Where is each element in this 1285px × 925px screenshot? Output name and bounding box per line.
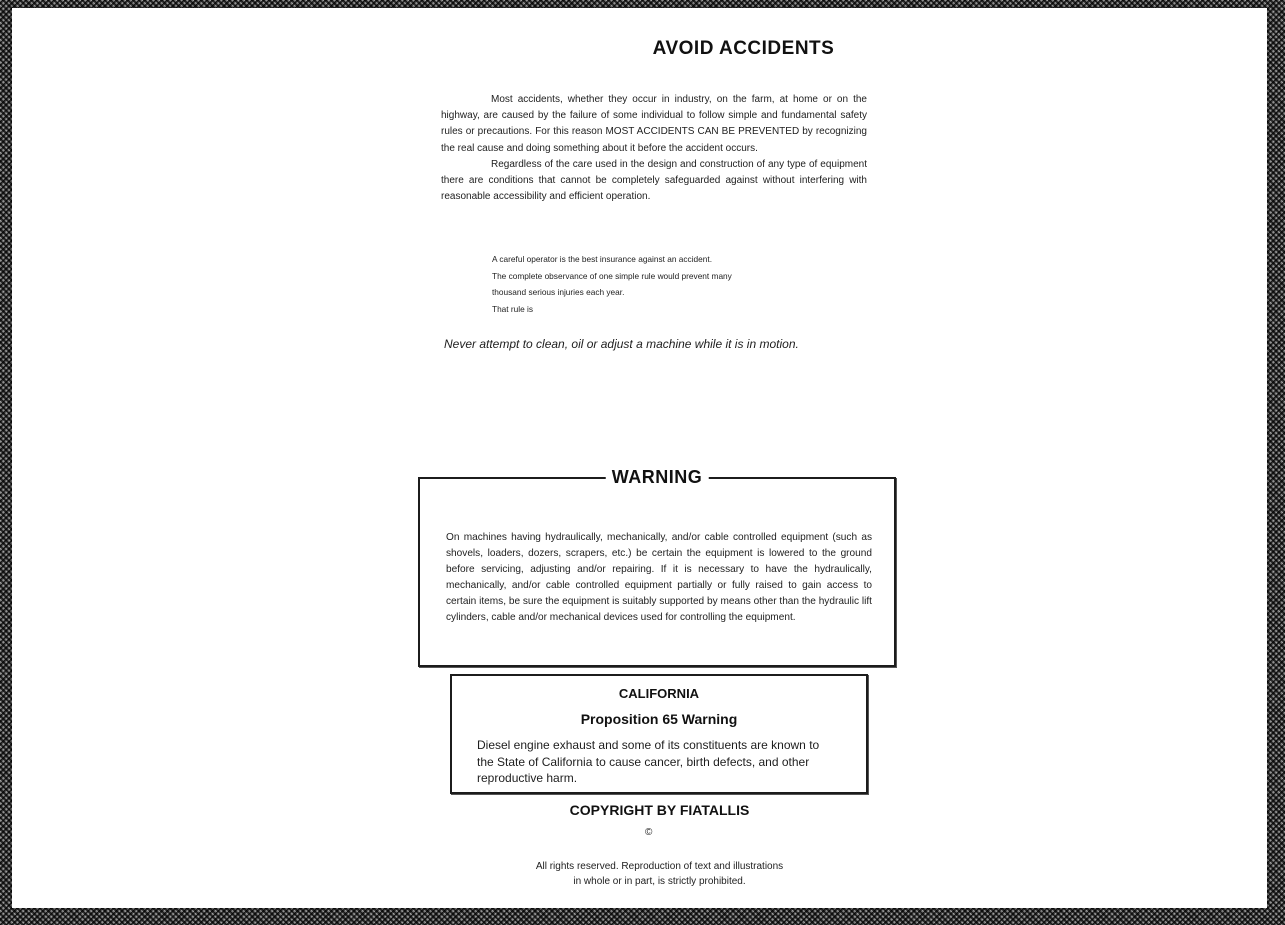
intro-paragraph-2: Regardless of the care used in the design and construction of any type of equipment there are conditions that cannot be completely safeguarded against without interfering with reasonable accessibility and efficient operation. (441, 158, 867, 203)
copyright-symbol: © (645, 827, 653, 838)
maxim-line: A careful operator is the best insurance against an accident. (492, 254, 713, 264)
warning-title: WARNING (606, 467, 709, 488)
copyright-title: COPYRIGHT BY FIATALLIS (569, 802, 750, 818)
maxim-line: The complete observance of one simple rule would prevent many (492, 270, 732, 281)
rights-line-2: in whole or in part, is strictly prohibited. (573, 876, 746, 887)
california-warning-text: Diesel engine exhaust and some of its constituents are known to the State of California to cause cancer, birth defects, and other reproductive harm. (477, 738, 820, 785)
maxim-line: That rule is (492, 303, 534, 314)
california-warning-box (450, 674, 868, 794)
intro-paragraph-1: Most accidents, whether they occur in industry, on the farm, at home or on the highway, are caused by the failure of some individual to follow simple and fundamental safety rules or precautions. For this reason MOST ACCIDENTS CAN BE PREVENTED by recognizing the real cause and doing something about it before the accident occurs. (441, 94, 867, 154)
maxim-line: thousand serious injuries each year. (492, 287, 625, 297)
warning-text: On machines having hydraulically, mechanically, and/or cable controlled equipment (such as shovels, loaders, dozers, scrapers, etc.) be certain the equipment is lowered to the ground before servicing, adjusting and/or repairing. If it is necessary to have the hydraulically, mechanically, and/or cable controlled equipment partially or fully raised to gain access to certain items, be sure the equipment is suitably supported by means other than the hydraulic lift cylinders, cable and/or mechanical devices used for controlling the equipment. (446, 532, 872, 623)
page-title: AVOID ACCIDENTS (652, 38, 835, 59)
california-title: CALIFORNIA (618, 686, 700, 701)
rights-notice (32, 859, 1285, 889)
warning-box (418, 467, 896, 667)
proposition-65-title: Proposition 65 Warning (580, 711, 738, 727)
safety-rule: Never attempt to clean, oil or adjust a machine while it is in motion. (444, 337, 799, 351)
intro-section (441, 92, 867, 205)
maxims-list (492, 251, 732, 317)
document-page (12, 8, 1267, 908)
rights-line-1: All rights reserved. Reproduction of text and illustrations (535, 861, 784, 872)
